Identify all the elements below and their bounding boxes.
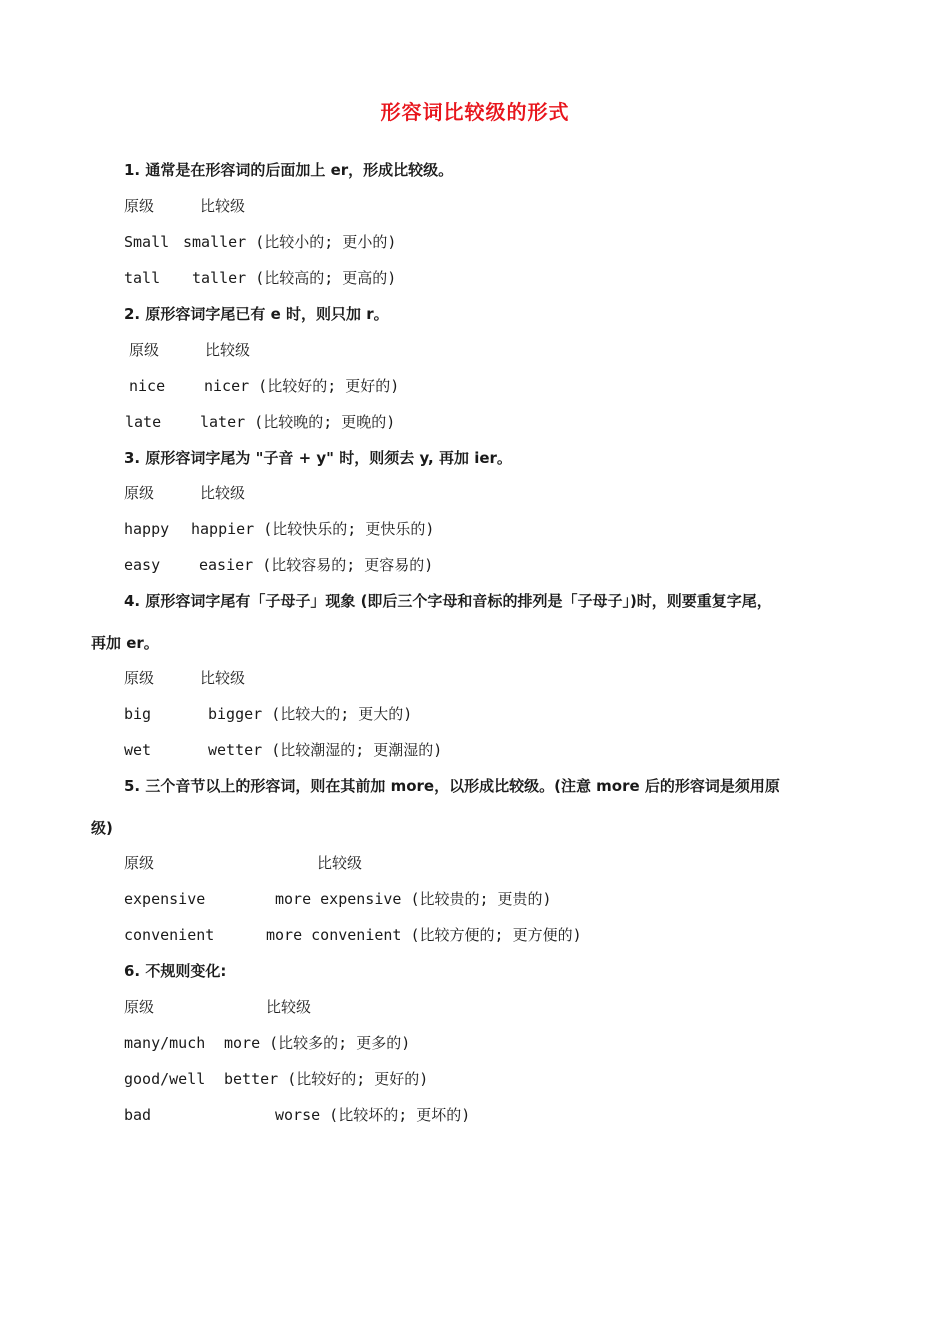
base-form: tall [124, 269, 161, 287]
comparative-form: more expensive (比较贵的; 更贵的) [275, 890, 552, 908]
column-header-comparative: 比较级 [200, 669, 246, 687]
section-5-heading-continued: 级) [91, 819, 113, 837]
column-header-base: 原级 [124, 998, 155, 1016]
section-3-heading: 3. 原形容词字尾为 "子音 + y" 时，则须去 y, 再加 ier。 [124, 449, 512, 467]
page-title: 形容词比较级的形式 [380, 100, 570, 124]
comparative-form: bigger (比较大的; 更大的) [208, 705, 413, 723]
comparative-form: nicer (比较好的; 更好的) [204, 377, 400, 395]
comparative-form: better (比较好的; 更好的) [224, 1070, 429, 1088]
base-form: late [125, 413, 162, 431]
column-header-comparative: 比较级 [200, 197, 246, 215]
section-1-heading: 1. 通常是在形容词的后面加上 er，形成比较级。 [124, 161, 454, 179]
column-header-base: 原级 [129, 341, 160, 359]
base-form: expensive [124, 890, 206, 908]
section-4-heading-continued: 再加 er。 [91, 634, 159, 652]
table-row [124, 1105, 471, 1165]
comparative-form: taller (比较高的; 更高的) [192, 269, 397, 287]
section-4-heading: 4. 原形容词字尾有「子母子」现象 (即后三个字母和音标的排列是「子母子」)时，则要重复字尾， [124, 592, 772, 610]
comparative-form: more convenient (比较方便的; 更方便的) [266, 926, 582, 944]
base-form: many/much [124, 1034, 206, 1052]
column-header-base: 原级 [124, 854, 155, 872]
column-header-comparative: 比较级 [266, 998, 312, 1016]
column-header-base: 原级 [124, 484, 155, 502]
column-header-comparative: 比较级 [317, 854, 363, 872]
column-header-comparative: 比较级 [200, 484, 246, 502]
comparative-form: smaller (比较小的; 更小的) [183, 233, 397, 251]
section-2-heading: 2. 原形容词字尾已有 e 时，则只加 r。 [124, 305, 389, 323]
column-header-comparative: 比较级 [205, 341, 251, 359]
comparative-form: wetter (比较潮湿的; 更潮湿的) [208, 741, 443, 759]
section-6-heading: 6. 不规则变化: [124, 962, 227, 980]
comparative-form: later (比较晚的; 更晚的) [200, 413, 396, 431]
comparative-form: happier (比较快乐的; 更快乐的) [191, 520, 435, 538]
base-form: Small [124, 233, 170, 251]
section-5-heading: 5. 三个音节以上的形容词，则在其前加 more，以形成比较级。(注意 more 后的形容词是须用原 [124, 777, 780, 795]
base-form: happy [124, 520, 170, 538]
comparative-form: easier (比较容易的; 更容易的) [199, 556, 434, 574]
base-form: wet [124, 741, 152, 759]
column-header-base: 原级 [124, 197, 155, 215]
base-form: bad [124, 1106, 152, 1124]
comparative-form: worse (比较坏的; 更坏的) [275, 1106, 471, 1124]
base-form: nice [129, 377, 166, 395]
base-form: convenient [124, 926, 215, 944]
column-header-base: 原级 [124, 669, 155, 687]
base-form: good/well [124, 1070, 206, 1088]
base-form: easy [124, 556, 161, 574]
comparative-form: more (比较多的; 更多的) [224, 1034, 411, 1052]
base-form: big [124, 705, 152, 723]
